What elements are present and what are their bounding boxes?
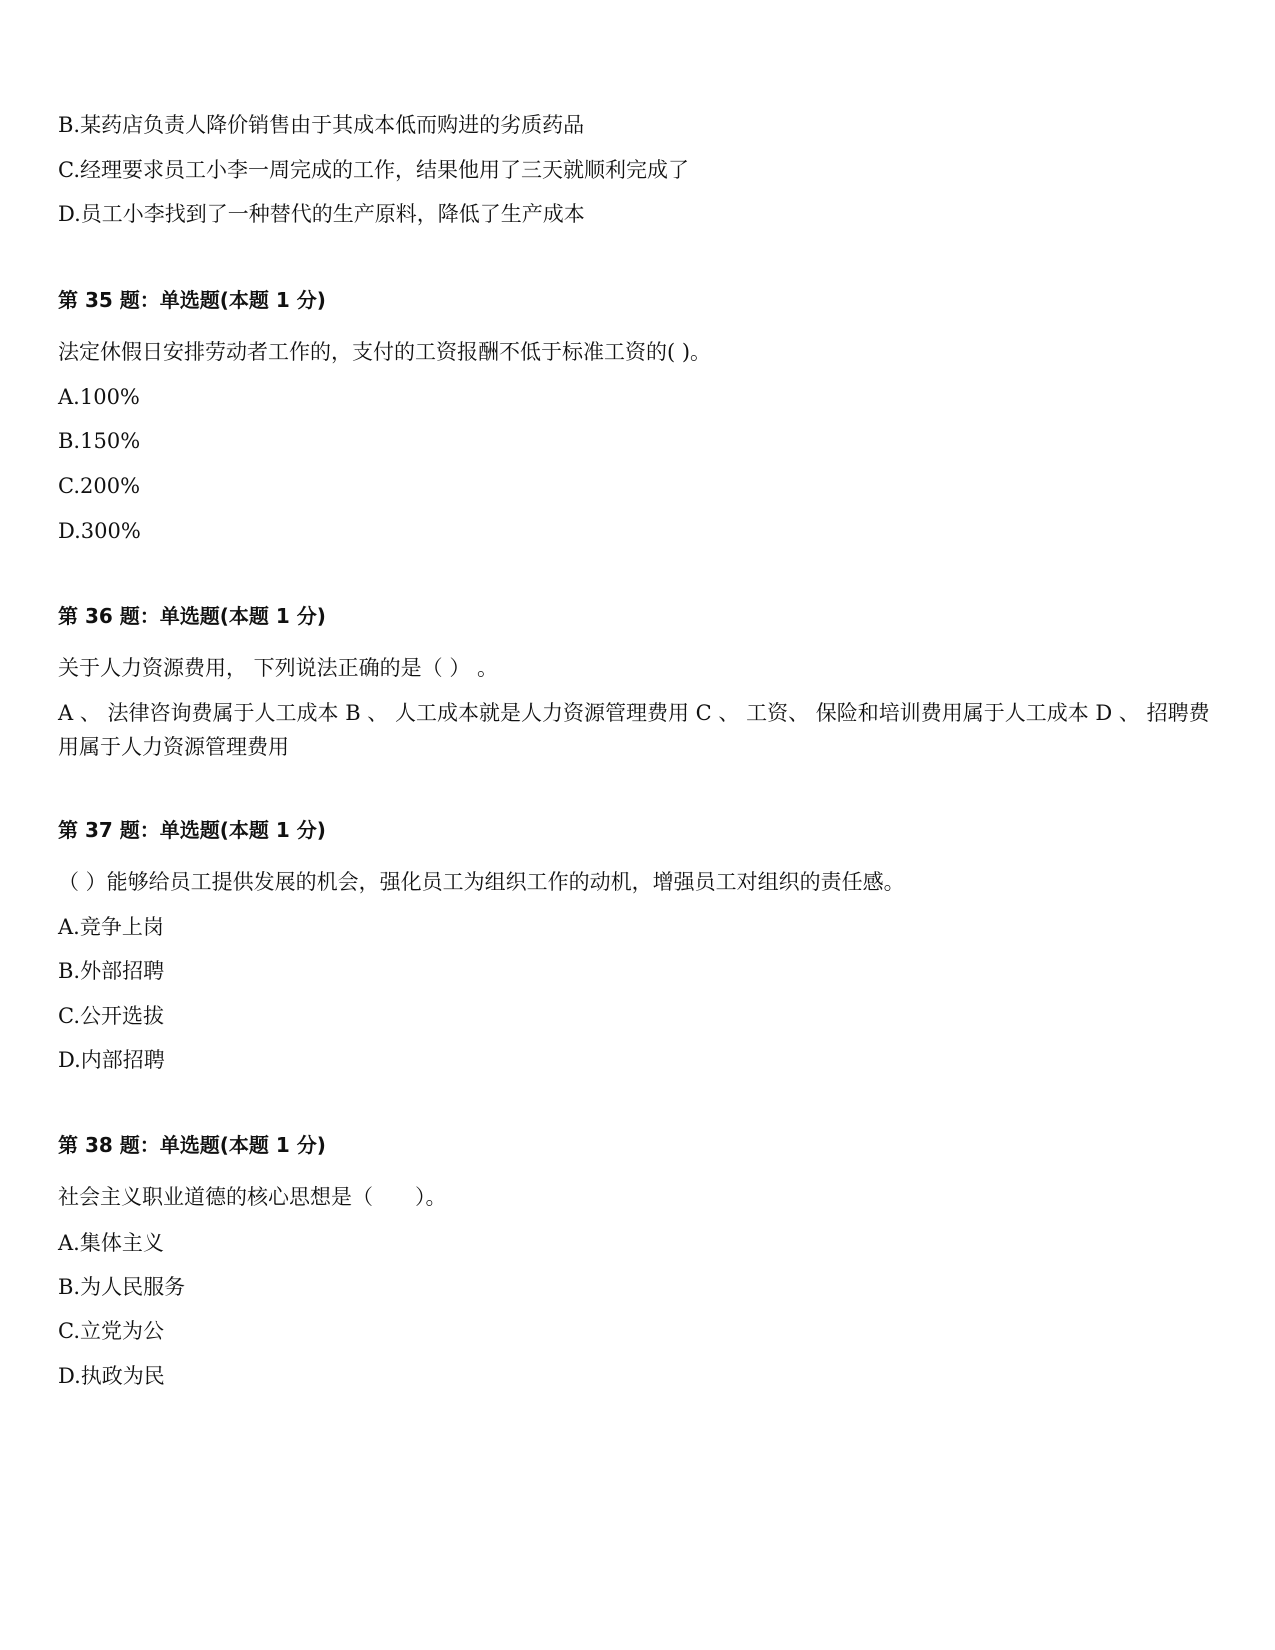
option-text: C.立党为公 — [58, 1319, 164, 1343]
question-heading: 第 37 题：单选题(本题 1 分) — [58, 818, 326, 842]
question-stem: 法定休假日安排劳动者工作的，支付的工资报酬不低于标准工资的( )。 — [58, 340, 712, 364]
inline-options: A 、 法律咨询费属于人工成本 B 、 人工成本就是人力资源管理费用 C 、 工资、 保险和培训费用属于人工成本 D 、 招聘费用属于人力资源管理费用 — [58, 701, 1210, 759]
option-text: D.内部招聘 — [58, 1048, 165, 1072]
option-text: C.公开选拔 — [58, 1004, 164, 1028]
option-text: A.竞争上岗 — [58, 915, 164, 939]
option-text: B.150% — [58, 429, 141, 453]
question-heading: 第 36 题：单选题(本题 1 分) — [58, 604, 326, 628]
option-text: B.为人民服务 — [58, 1275, 186, 1299]
option-text: C.经理要求员工小李一周完成的工作，结果他用了三天就顺利完成了 — [58, 158, 689, 182]
option-text: A.100% — [58, 385, 140, 409]
option-text: B.某药店负责人降价销售由于其成本低而购进的劣质药品 — [58, 113, 585, 137]
option-text: D.执政为民 — [58, 1364, 165, 1388]
question-stem: 关于人力资源费用， 下列说法正确的是（ ） 。 — [58, 656, 499, 680]
question-stem: （ ）能够给员工提供发展的机会，强化员工为组织工作的动机，增强员工对组织的责任感。 — [58, 870, 905, 894]
question-stem: 社会主义职业道德的核心思想是（ ）。 — [58, 1185, 447, 1209]
option-text: C.200% — [58, 474, 141, 498]
option-text: B.外部招聘 — [58, 959, 165, 983]
question-heading: 第 35 题：单选题(本题 1 分) — [58, 288, 326, 312]
option-text: D.300% — [58, 519, 141, 543]
question-heading: 第 38 题：单选题(本题 1 分) — [58, 1133, 326, 1157]
option-text: D.员工小李找到了一种替代的生产原料，降低了生产成本 — [58, 202, 585, 226]
option-text: A.集体主义 — [58, 1231, 164, 1255]
